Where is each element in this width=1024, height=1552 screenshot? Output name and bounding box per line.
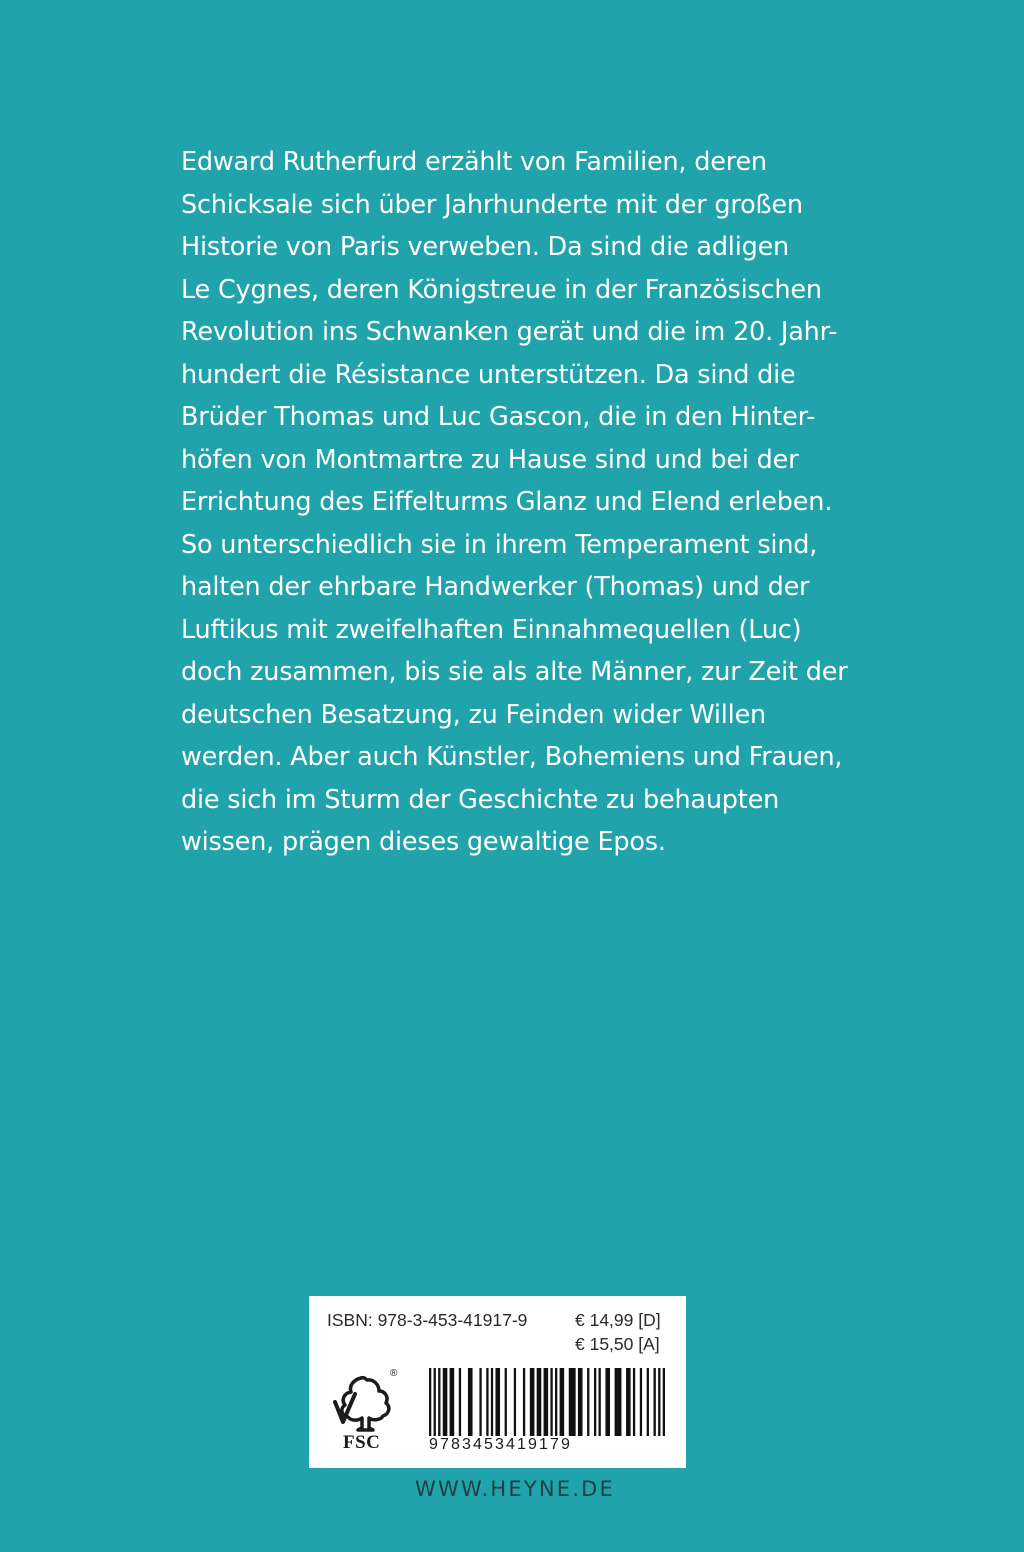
blurb-line: hundert die Résistance unterstützen. Da sind die bbox=[181, 359, 796, 390]
publisher-website[interactable]: WWW.HEYNE.DE bbox=[415, 1477, 615, 1501]
barcode-bar bbox=[438, 1368, 440, 1436]
barcode-bar bbox=[555, 1368, 557, 1436]
blurb-text bbox=[181, 141, 848, 864]
barcode-bar bbox=[599, 1368, 601, 1436]
barcode-bar bbox=[550, 1368, 552, 1436]
barcode-bar bbox=[530, 1368, 535, 1436]
barcode-bar bbox=[658, 1368, 660, 1436]
barcode-bar bbox=[569, 1368, 576, 1436]
barcode-bar bbox=[429, 1368, 431, 1436]
blurb-line: Errichtung des Eiffelturms Glanz und Elend erleben. bbox=[181, 487, 833, 517]
barcode-bar bbox=[587, 1368, 589, 1436]
blurb-line: die sich im Sturm der Geschichte zu behaupten bbox=[181, 784, 780, 815]
blurb-line: Brüder Thomas und Luc Gascon, die in den Hinter- bbox=[181, 402, 816, 432]
barcode-bar bbox=[626, 1368, 631, 1436]
blurb-line: wissen, prägen dieses gewaltige Epos. bbox=[181, 827, 666, 857]
barcode-bar bbox=[578, 1368, 583, 1436]
barcode-bar bbox=[615, 1368, 622, 1436]
barcode-bar bbox=[505, 1368, 507, 1436]
blurb-line: höfen von Montmartre zu Hause sind und bei der bbox=[181, 444, 799, 475]
barcode-bar bbox=[654, 1368, 656, 1436]
barcode-bar bbox=[450, 1368, 455, 1436]
blurb-line: halten der ehrbare Handwerker (Thomas) und der bbox=[181, 572, 810, 602]
blurb-line: Schicksale sich über Jahrhunderte mit der großen bbox=[181, 189, 803, 220]
barcode-bar bbox=[640, 1368, 642, 1436]
barcode-bar bbox=[514, 1368, 516, 1436]
blurb-line: doch zusammen, bis sie als alte Männer, zur Zeit der bbox=[181, 657, 848, 687]
barcode-bar bbox=[537, 1368, 542, 1436]
price-germany: € 14,99 [D] bbox=[575, 1310, 661, 1330]
barcode-bar bbox=[560, 1368, 565, 1436]
blurb-line: Historie von Paris verweben. Da sind die adligen bbox=[181, 232, 790, 262]
barcode-bar bbox=[495, 1368, 500, 1436]
registered-mark: ® bbox=[390, 1368, 398, 1379]
barcode-bar bbox=[468, 1368, 473, 1436]
barcode-bar bbox=[605, 1368, 610, 1436]
barcode-bar bbox=[633, 1368, 635, 1436]
barcode-digits: 9783453419179 bbox=[429, 1436, 572, 1453]
barcode-bar bbox=[647, 1368, 649, 1436]
barcode-bar bbox=[443, 1368, 448, 1436]
barcode-bar bbox=[479, 1368, 481, 1436]
blurb-line: So unterschiedlich sie in ihrem Temperament sind, bbox=[181, 529, 818, 560]
barcode-bar bbox=[523, 1368, 525, 1436]
blurb-line: Revolution ins Schwanken gerät und die im 20. Jahr- bbox=[181, 317, 838, 347]
barcode-bar bbox=[491, 1368, 493, 1436]
barcode-bar bbox=[434, 1368, 436, 1436]
blurb-line: deutschen Besatzung, zu Feinden wider Willen bbox=[181, 699, 767, 730]
barcode-bar bbox=[663, 1368, 665, 1436]
price-austria: € 15,50 [A] bbox=[575, 1334, 660, 1354]
blurb-line: werden. Aber auch Künstler, Bohemiens und Frauen, bbox=[181, 742, 843, 772]
barcode-bar bbox=[544, 1368, 549, 1436]
fsc-wordmark: FSC bbox=[343, 1432, 381, 1453]
isbn-text: ISBN: 978-3-453-41917-9 bbox=[327, 1310, 528, 1330]
blurb-line: Le Cygnes, deren Königstreue in der Französischen bbox=[181, 274, 822, 305]
barcode-bar bbox=[486, 1368, 488, 1436]
blurb-line: Edward Rutherfurd erzählt von Familien, deren bbox=[181, 147, 767, 177]
barcode-bar bbox=[594, 1368, 596, 1436]
barcode bbox=[429, 1368, 665, 1436]
fsc-logo bbox=[327, 1368, 407, 1458]
isbn-price-label bbox=[309, 1296, 686, 1468]
fsc-tree-icon bbox=[331, 1372, 401, 1434]
blurb-line: Luftikus mit zweifelhaften Einnahmequellen (Luc) bbox=[181, 614, 802, 645]
barcode-bar bbox=[459, 1368, 461, 1436]
